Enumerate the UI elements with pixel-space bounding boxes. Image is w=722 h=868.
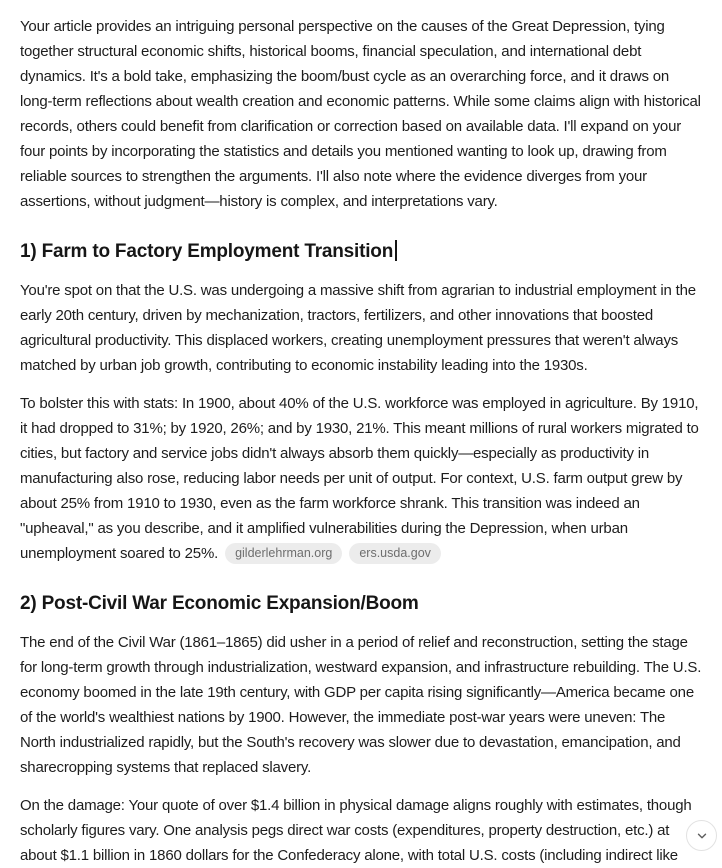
citation-pill-ers-usda[interactable]: ers.usda.gov <box>349 543 441 564</box>
section-1-heading-text: 1) Farm to Factory Employment Transition <box>20 241 394 262</box>
section-2-heading: 2) Post-Civil War Economic Expansion/Boom <box>20 593 419 614</box>
section-1-heading <box>20 239 702 265</box>
scroll-to-bottom-button[interactable] <box>686 820 717 851</box>
section-farm-to-factory <box>20 239 702 566</box>
intro-paragraph: Your article provides an intriguing personal perspective on the causes of the Great Depression, tying together structural economic shifts, historical booms, financial speculation, and international debt dynamics. It's a bold take, emphasizing the boom/bust cycle as an overarching force, and it draws on long-term reflections about wealth creation and economic patterns. While some claims align with historical records, others could benefit from clarification or correction based on available data. I'll expand on your four points by incorporating the statistics and details you mentioned wanting to look up, drawing from reliable sources to strengthen the arguments. I'll also note where the evidence diverges from your assertions, without judgment—history is complex, and interpretations vary. <box>20 18 701 210</box>
paragraph-text: To bolster this with stats: In 1900, about 40% of the U.S. workforce was employed in agriculture. By 1910, it had dropped to 31%; by 1920, 26%; and by 1930, 21%. This meant millions of rural workers migrated to cities, but factory and service jobs didn't always absorb them quickly—especially as productivity in manufacturing also rose, reducing labor needs per unit of output. For context, U.S. farm output grew by about 25% from 1910 to 1930, even as the farm workforce shrank. This transition was indeed an "upheaval," as you describe, and it amplified vulnerabilities during the Depression, when urban unemployment soared to 25%. <box>20 395 699 562</box>
citation-pill-gilderlehrman[interactable]: gilderlehrman.org <box>225 543 342 564</box>
text-cursor <box>395 240 397 261</box>
chevron-down-icon <box>695 829 709 843</box>
section-post-civil-war <box>20 591 702 868</box>
paragraph: The end of the Civil War (1861–1865) did usher in a period of relief and reconstruction, setting the stage for long-term growth through industrialization, westward expansion, and infrastructure rebuilding. The U.S. economy boomed in the late 19th century, with GDP per capita rising significantly—America became one of the world's wealthiest nations by 1900. However, the immediate post-war years were uneven: The North industrialized rapidly, but the South's recovery was slower due to devastation, emancipation, and sharecropping systems that replaced slavery. <box>20 634 702 776</box>
paragraph-with-citations <box>20 391 702 566</box>
paragraph: On the damage: Your quote of over $1.4 billion in physical damage aligns roughly with estimates, though scholarly figures vary. One analysis pegs direct war costs (expenditures, property destruction, etc.) at about $1.1 billion in 1860 dollars for the Confederacy alone, with total U.S. costs (including indirect like <box>20 797 692 864</box>
paragraph: You're spot on that the U.S. was undergoing a massive shift from agrarian to industrial employment in the early 20th century, driven by mechanization, tractors, fertilizers, and other innovations that boosted agricultural productivity. This displaced workers, creating unemployment pressures that weren't always matched by urban job growth, contributing to economic instability leading into the 1930s. <box>20 282 696 374</box>
